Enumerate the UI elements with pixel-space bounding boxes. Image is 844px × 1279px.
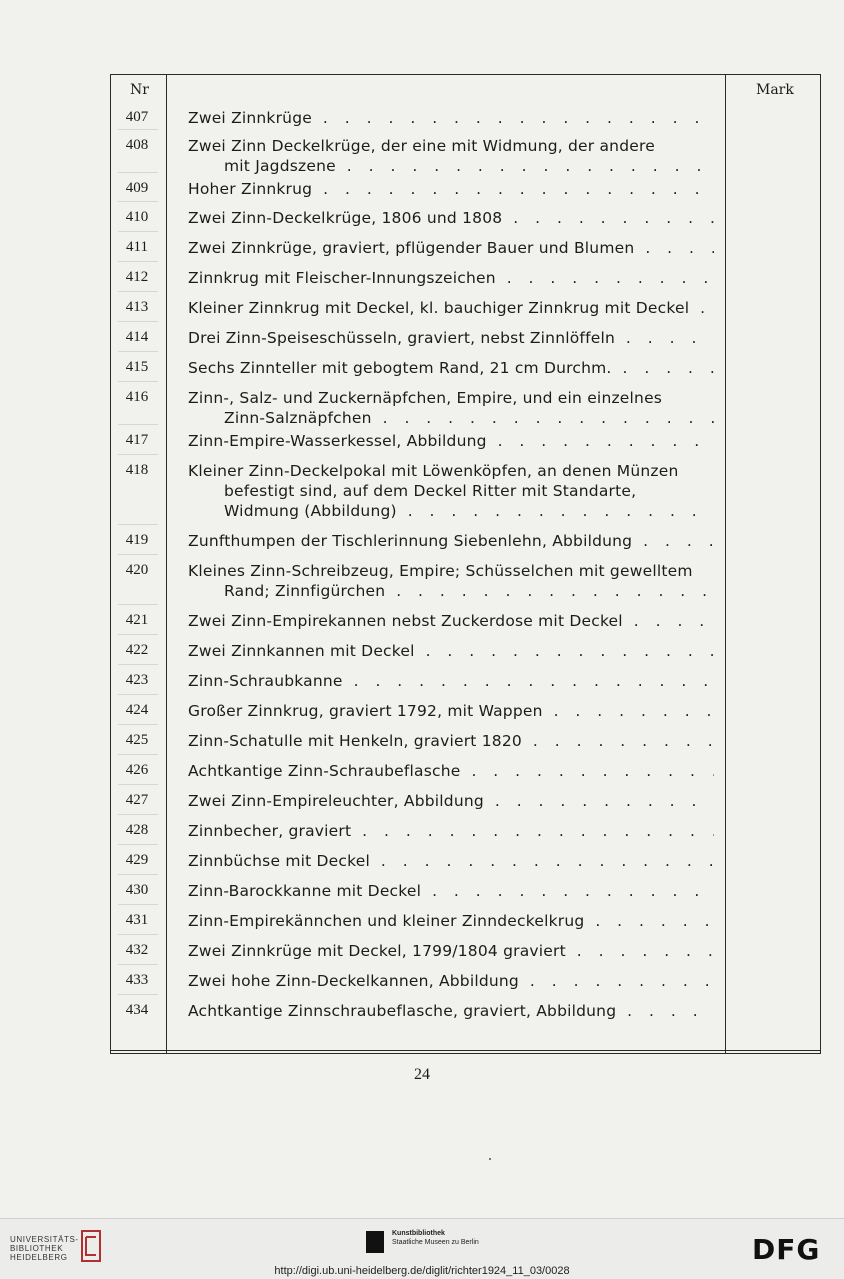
item-title-line: Achtkantige Zinnschraubeflasche, graviert, Abbildung . . .: [188, 1001, 714, 1021]
source-url-link[interactable]: http://digi.ub.uni-heidelberg.de/diglit/richter1924_11_03/0028: [274, 1265, 570, 1277]
item-title: [188, 136, 714, 176]
item-title: [188, 671, 714, 691]
item-number: 408: [125, 137, 149, 153]
kunstbibliothek-subtitle: Staatliche Museen zu Berlin: [392, 1239, 479, 1246]
item-number: 431: [125, 912, 149, 928]
item-title: [188, 328, 714, 348]
row-separator: [118, 694, 158, 695]
item-title-line: Zwei Zinn-Empirekannen nebst Zuckerdose mit Deckel . . .: [188, 611, 714, 631]
item-title: [188, 388, 714, 428]
item-title: [188, 971, 714, 991]
item-number: 427: [125, 792, 149, 808]
item-title-line: befestigt sind, auf dem Deckel Ritter mit Standarte,: [224, 482, 637, 500]
item-title-line: Widmung (Abbildung) . . .: [188, 501, 714, 521]
table-border-top: [110, 74, 821, 75]
row-separator: [118, 874, 158, 875]
item-title: [188, 358, 714, 378]
row-separator: [118, 524, 158, 525]
item-number: 429: [125, 852, 149, 868]
item-title: [188, 268, 714, 288]
column-divider-nr: [166, 74, 167, 1054]
row-separator: [118, 172, 158, 173]
item-title: [188, 791, 714, 811]
item-title-line: Kleiner Zinnkrug mit Deckel, kl. bauchiger Zinnkrug mit Deckel . . .: [188, 298, 714, 318]
item-title-line: Hoher Zinnkrug . . .: [188, 179, 714, 199]
item-title-line: Zinn-Empire-Wasserkessel, Abbildung . . .: [188, 431, 714, 451]
university-line: UNIVERSITÄTS-: [10, 1235, 79, 1244]
row-separator: [118, 351, 158, 352]
item-title-line: Zinn-Schraubkanne . . .: [188, 671, 714, 691]
table-border-right: [820, 74, 821, 1054]
row-separator: [118, 424, 158, 425]
row-separator: [118, 784, 158, 785]
row-separator: [118, 844, 158, 845]
footer-bar: [0, 1218, 844, 1279]
item-title: [188, 461, 714, 521]
item-title-line: Zwei Zinn-Empireleuchter, Abbildung . . .: [188, 791, 714, 811]
item-title-line: Zwei Zinnkannen mit Deckel . . .: [188, 641, 714, 661]
item-title-line: Zinn-Empirekännchen und kleiner Zinndeckelkrug . . .: [188, 911, 714, 931]
item-number: 409: [125, 180, 149, 196]
row-separator: [118, 934, 158, 935]
row-separator: [118, 814, 158, 815]
item-title-line: Zinnkrug mit Fleischer-Innungszeichen . . .: [188, 268, 714, 288]
university-line: BIBLIOTHEK: [10, 1244, 64, 1253]
item-title-line: Kleines Zinn-Schreibzeug, Empire; Schüsselchen mit gewelltem: [188, 562, 693, 580]
row-separator: [118, 291, 158, 292]
item-title: [188, 179, 714, 199]
item-title-line: Zunfthumpen der Tischlerinnung Siebenlehn, Abbildung . . .: [188, 531, 714, 551]
row-separator: [118, 964, 158, 965]
university-library-logo-text: [10, 1235, 79, 1262]
row-separator: [118, 201, 158, 202]
item-title: [188, 1001, 714, 1021]
page-number: 24: [414, 1066, 430, 1083]
row-separator: [118, 604, 158, 605]
kunstbibliothek-icon: [366, 1231, 384, 1253]
row-separator: [118, 454, 158, 455]
item-number: 424: [125, 702, 149, 718]
item-title-line: Drei Zinn-Speiseschüsseln, graviert, nebst Zinnlöffeln . . .: [188, 328, 714, 348]
item-title: [188, 431, 714, 451]
university-emblem-icon: [78, 1229, 104, 1263]
item-number: 415: [125, 359, 149, 375]
row-separator: [118, 381, 158, 382]
item-number: 412: [125, 269, 149, 285]
item-title: [188, 761, 714, 781]
item-number: 428: [125, 822, 149, 838]
item-number: 433: [125, 972, 149, 988]
table-border-bottom-double: [110, 1053, 821, 1054]
item-title: [188, 911, 714, 931]
item-number: 410: [125, 209, 149, 225]
item-title: [188, 851, 714, 871]
speck: [489, 1158, 491, 1160]
table-border-bottom: [110, 1050, 821, 1051]
nr-column-header: Nr: [130, 82, 149, 98]
item-title-line: Großer Zinnkrug, graviert 1792, mit Wappen . . .: [188, 701, 714, 721]
item-title-line: Zinn-Barockkanne mit Deckel . . .: [188, 881, 714, 901]
item-number: 418: [125, 462, 149, 478]
item-title: [188, 821, 714, 841]
item-title: [188, 701, 714, 721]
item-title-line: Zwei Zinnkrüge, graviert, pflügender Bauer und Blumen . . .: [188, 238, 714, 258]
item-number: 434: [125, 1002, 149, 1018]
item-title: [188, 881, 714, 901]
item-title-line: Sechs Zinnteller mit gebogtem Rand, 21 cm Durchm. . . .: [188, 358, 714, 378]
item-title: [188, 208, 714, 228]
item-title-line: Rand; Zinnfigürchen . . .: [188, 581, 714, 601]
item-number: 421: [125, 612, 149, 628]
item-number: 416: [125, 389, 149, 405]
item-number: 425: [125, 732, 149, 748]
item-number: 432: [125, 942, 149, 958]
item-title: [188, 108, 714, 128]
row-separator: [118, 994, 158, 995]
mark-column-header: Mark: [756, 82, 794, 98]
item-number: 426: [125, 762, 149, 778]
dfg-logo: DFG: [752, 1233, 821, 1266]
item-title: [188, 611, 714, 631]
item-number: 420: [125, 562, 149, 578]
row-separator: [118, 754, 158, 755]
item-title-line: Zinnbüchse mit Deckel . . .: [188, 851, 714, 871]
item-title-line: Zinnbecher, graviert . . .: [188, 821, 714, 841]
row-separator: [118, 129, 158, 130]
item-number: 411: [126, 239, 148, 255]
item-title-line: Achtkantige Zinn-Schraubeflasche . . .: [188, 761, 714, 781]
item-title: [188, 731, 714, 751]
item-number: 419: [125, 532, 149, 548]
item-number: 417: [125, 432, 149, 448]
row-separator: [118, 664, 158, 665]
item-title: [188, 238, 714, 258]
item-title-line: Zinn-Schatulle mit Henkeln, graviert 1820 . . .: [188, 731, 714, 751]
university-line: HEIDELBERG: [10, 1253, 68, 1262]
item-title-line: Zwei Zinnkrüge . . .: [188, 108, 714, 128]
item-title-line: Zwei hohe Zinn-Deckelkannen, Abbildung . . .: [188, 971, 714, 991]
kunstbibliothek-logo: [388, 1229, 479, 1247]
row-separator: [118, 231, 158, 232]
item-number: 430: [125, 882, 149, 898]
item-title-line: Zinn-, Salz- und Zuckernäpfchen, Empire, und ein einzelnes: [188, 389, 663, 407]
row-separator: [118, 724, 158, 725]
row-separator: [118, 634, 158, 635]
item-title-line: Zinn-Salznäpfchen . . .: [188, 408, 714, 428]
item-title: [188, 641, 714, 661]
column-divider-mark: [725, 74, 726, 1054]
item-title: [188, 561, 714, 601]
catalog-table: [110, 74, 821, 1054]
item-title: [188, 941, 714, 961]
item-number: 422: [125, 642, 149, 658]
row-separator: [118, 904, 158, 905]
row-separator: [118, 554, 158, 555]
item-number: 423: [125, 672, 149, 688]
item-number: 407: [125, 109, 149, 125]
item-title-line: Kleiner Zinn-Deckelpokal mit Löwenköpfen, an denen Münzen: [188, 462, 679, 480]
item-number: 414: [125, 329, 149, 345]
item-title-line: mit Jagdszene . . .: [188, 156, 714, 176]
row-separator: [118, 261, 158, 262]
row-separator: [118, 321, 158, 322]
item-title: [188, 531, 714, 551]
item-title: [188, 298, 714, 318]
item-title-line: Zwei Zinnkrüge mit Deckel, 1799/1804 graviert . . .: [188, 941, 714, 961]
item-title-line: Zwei Zinn-Deckelkrüge, 1806 und 1808 . . .: [188, 208, 714, 228]
item-title-line: Zwei Zinn Deckelkrüge, der eine mit Widmung, der andere: [188, 137, 655, 155]
kunstbibliothek-title: Kunstbibliothek: [392, 1230, 445, 1237]
item-number: 413: [125, 299, 149, 315]
